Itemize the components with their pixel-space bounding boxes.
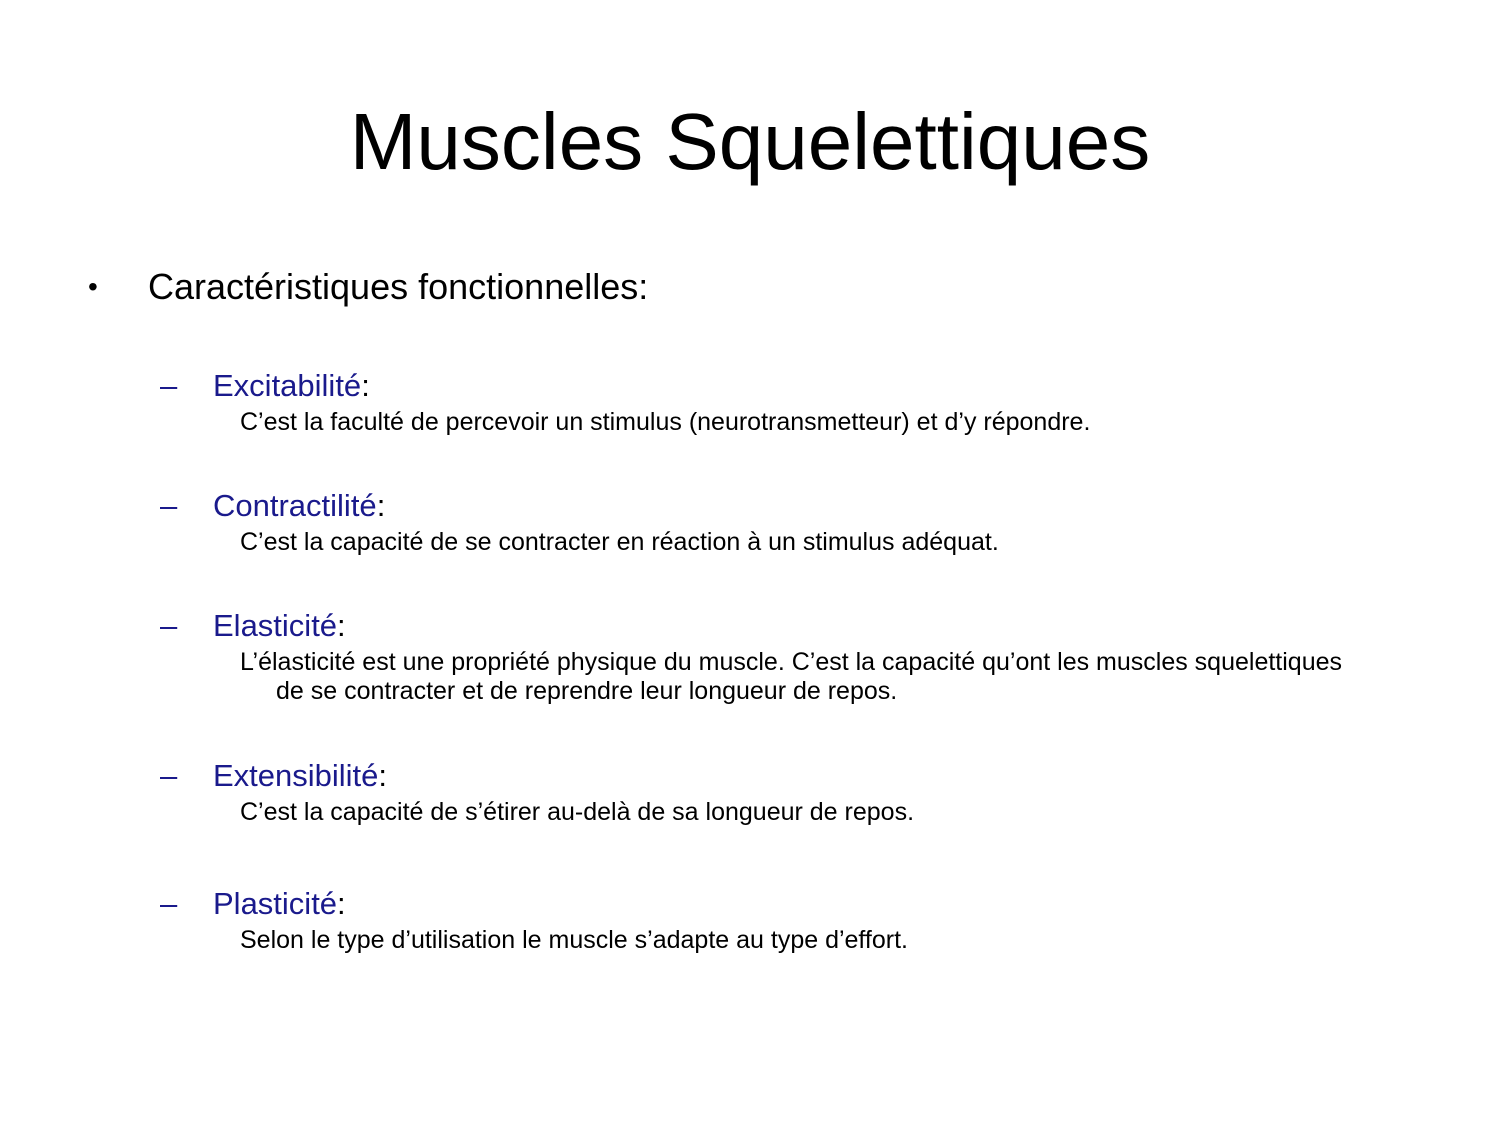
bullet-text: Caractéristiques fonctionnelles: bbox=[148, 266, 649, 307]
sub-item-heading bbox=[160, 882, 1460, 926]
term-label bbox=[213, 604, 346, 648]
sub-item-plasticite bbox=[160, 882, 1460, 955]
term-word: Plasticité bbox=[213, 886, 338, 921]
sub-item-extensibilite bbox=[160, 754, 1460, 827]
sub-item-excitabilite bbox=[160, 364, 1460, 437]
sub-item-heading bbox=[160, 604, 1460, 648]
dash-icon: – bbox=[160, 368, 178, 403]
sub-item-elasticite bbox=[160, 604, 1460, 706]
term-description: C’est la capacité de s’étirer au-delà de sa longueur de repos. bbox=[240, 798, 915, 826]
term-label bbox=[213, 754, 387, 798]
term-description: C’est la faculté de percevoir un stimulus (neurotransmetteur) et d’y répondre. bbox=[240, 408, 1091, 436]
bullet-dot-icon: • bbox=[88, 271, 98, 302]
sub-item-contractilite bbox=[160, 484, 1460, 557]
term-word: Extensibilité bbox=[213, 758, 379, 793]
term-label bbox=[213, 484, 385, 528]
dash-icon: – bbox=[160, 608, 178, 643]
term-word: Elasticité bbox=[213, 608, 338, 643]
term-colon: : bbox=[337, 608, 346, 643]
term-colon: : bbox=[337, 886, 346, 921]
term-label bbox=[213, 364, 370, 408]
dash-icon: – bbox=[160, 758, 178, 793]
sub-item-heading bbox=[160, 364, 1460, 408]
term-word: Contractilité bbox=[213, 488, 377, 523]
sub-item-heading bbox=[160, 484, 1460, 528]
dash-icon: – bbox=[160, 488, 178, 523]
term-colon: : bbox=[378, 758, 388, 793]
sub-item-heading bbox=[160, 754, 1460, 798]
dash-icon: – bbox=[160, 886, 178, 921]
term-label bbox=[213, 882, 346, 926]
slide-title: Muscles Squelettiques bbox=[349, 97, 1151, 186]
term-description: Selon le type d’utilisation le muscle s’adapte au type d’effort. bbox=[240, 926, 908, 954]
term-description: L’élasticité est une propriété physique du muscle. C’est la capacité qu’ont les muscles squelettiques de se contracter et de reprendre leur longueur de repos. bbox=[240, 648, 1343, 705]
term-colon: : bbox=[376, 488, 386, 523]
term-word: Excitabilité bbox=[213, 368, 362, 403]
term-description: C’est la capacité de se contracter en réaction à un stimulus adéquat. bbox=[240, 528, 999, 556]
term-colon: : bbox=[361, 368, 370, 403]
